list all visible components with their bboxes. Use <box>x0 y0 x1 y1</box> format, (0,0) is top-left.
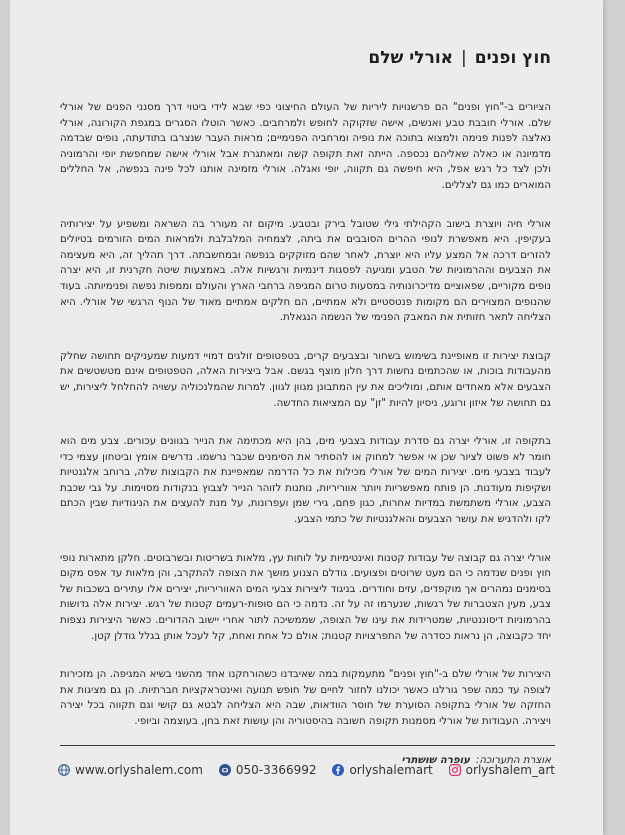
paragraph-1: הציורים ב-"חוץ ופנים" הם פרשנויות ליריות של העולם החיצוני כפי שבא לידי ביטוי דרך מסנני הפנים של אורלי שלם. אורלי חובבת טבע ואנשים, אישה שזקוקה לחופש ולמרחבים. כאשר הוטלו הסגרים במגפת הקורונה, אורלי נאלצה לפנות פנימה ולמצוא בתוכה את נופיה ומרחביה הפנימיים; מראות העבר שנצרבו בתודעתה, נופים שבדמה מדמיונה או כאלה שאליהם נכספה. הייתה זאת תקופה קשה ומאתגרת אבל אורלי אישה שמחפשת יופי והרמוניה ולכן לצד כל רגש אפל, היא חיפשה גם תקווה, יופי ואגלה. אורלי מזמינה אותנו לכל פינה בנפשה, אל החללים המוארים כמו גם לצללים. <box>60 102 551 191</box>
paragraph-4: בתקופה זו, אורלי יצרה גם סדרת עבודות בצבעי מים, בהן היא מכתימה את הנייר בגוונים עכורים. צבע מים הוא חומר לא פשוט לציור שכן אי אפשר למחוק או להסתיר את הסימנים שכבר נרשמו. נדרשים אומץ וביטחון עצמי כדי לעבוד בצבעי מים. יצירות המים של אורלי מכילות את כל הדרמה שמאפיינת את הקבוצות שלה, ברוחב אלגנטיות ושקיפות מעודנות. הן פותח מאפשריות ויותר אווריריות, נותנות לזוהר הנייר לצבוץ בנקודות מסוימות. על גבי שכבת הצבע, אורלי משתמשת במדיות אחרות, כגון פחם, גירי שמן ועפרונות, על מנת להעצים את הניגודיות שבין הכתם לקו ולהדגיש את עושר הצבעים והאלגנטיות של כתמי הצבע. <box>60 436 551 526</box>
curator-caption: אוצרת התערוכה: <box>475 754 551 766</box>
phone-number[interactable] <box>219 763 317 777</box>
curator-name: עופרה שושתרי <box>401 754 470 766</box>
instagram-text: orlyshalem_art <box>465 763 555 777</box>
paragraph-5: אורלי יצרה גם קבוצה של עבודות קטנות ואינטימיות על לוחות עץ, מלאות בשריטות ובשרבוטים. חלקן מתארות נופי חוץ ופנים שנדמה כי הם מעט שרוטים ופצועים. גודלם הצנוע מושך את הצופה להתקרב, והן מלאות עד אפס מקום בסימנים נמהרים אך מוקפדים, עזים וחודרים. בניגוד ליצירות צבעי המים האווריריות, יצירים אלו עתירים בשכבות של צבע, מעין הצטברות של רגשות, שנערמו זה על זה. נדמה כי הם סופות-רעמים קטנות של רגש. יצירות אלה גדושות בהרמוניות דיסוננטיות, שמטרידות את עינו של הצופה, שממשיכה לתור אחרי יישוב ההדורים. כאשר היצירות נצפות יחד כקבוצה, הן נראות כסדרה של התפרצויות קטנות; אולם כל אחת ואחת, קל לעכל אותן בגלל גודלן קטן. <box>60 552 551 642</box>
footer-divider <box>60 745 555 746</box>
facebook-text: orlyshalemart <box>349 763 433 777</box>
contact-footer <box>58 760 555 780</box>
exhibition-title: חוץ ופנים <box>474 48 551 68</box>
phone-icon <box>219 764 231 776</box>
paragraph-3: קבוצת יצירות זו מאופיינת בשימוש בשחור ובצבעים קרים, בטפטופים זולגים דמויי דמעות שמעניקים תחושה שחלק מהעבודות בוכות, או שהכתמים נחשות דרך חלון מוצף בגשם. אבל ביצירות האלה, הטפטופים אינם מטשטשים את הצבעים אלא מאחדים אותם, ומוליכים את עין המתבונן מגוון לגוון. למרות שהמלנכוליה עשויה להחלחל ליצירות, יש גם תחושה של איזון ורוגע, ניסיון להיות "זן" עם המציאות החדשה. <box>60 350 551 409</box>
paragraph-6: היצירות של אורלי שלם ב-"חוץ ופנים" מתעמקות במה שאיבדנו כשהורחקנו אחד מהשני בשיא המגיפה. הן מזכירות לצופה עד כמה שפר גורלנו כאשר יכולנו לחזור לחיים של חופש תנועה ואינטראקציות חברתיות. הן גם מציגות את החזקה של אורלי בתקופה הסוערת של חוסר הוודאות, שבה היא הצליחה לבטא גם קושי וגם תקווה בכל יצירה ויצירה. העבודות של אורלי מסמנות תקופה חשובה בהיסטוריה והן עושות זאת בחן, בעוצמה וביופי. <box>60 669 551 727</box>
facebook-link[interactable] <box>332 763 432 777</box>
instagram-icon <box>449 764 461 776</box>
globe-icon <box>58 764 70 776</box>
title-separator: | <box>461 48 467 68</box>
page-title <box>368 48 551 68</box>
artist-name: אורלי שלם <box>368 48 454 68</box>
instagram-link[interactable] <box>449 763 555 777</box>
website-text: www.orlyshalem.com <box>75 763 203 777</box>
essay-body <box>60 100 551 768</box>
facebook-icon <box>332 764 344 776</box>
phone-text: 050-3366992 <box>235 763 317 777</box>
website-link[interactable] <box>58 763 203 777</box>
paragraph-2: אורלי חיה ויוצרת בישוב הקהילתי גילי שטובל בירק ובטבע. מיקום זה מעורר בה השראה ומשפיע על יצירותיה בעקיפין. היא מאפשרת לנופי ההרים הסובבים את ביתה, לצמחיה המלבלבת ולמראות המים הזורמים בטיולים להזרים דרכה אל המצע עליו היא יוצרת, לאחר שהם מזוקקים בנפשה ובמחשבתה. דרך תהליך זה, היא מעצימה את הצבעים וההרמוניות של הטבע ומגיעה לפסגות דינמיות ורגשיות אלה. באמצעות שיטה חקרנית זו, היא יצרה נופים מקוריים, שפאוציים מדיכרונותיה במסעות טרום המגיפה ברחבי הארץ והעולם וממפות נפשה ופנימיותה. בעוד שהנופים המצוירים הם מקומות פנטסטיים ולא אמתיים, הם חלקים אמתיים מאוד של הנוף הרגשי של אורלי. היא הצליחה לתאר חזותית את המאבק הפנימי של הנשמה הנגאלת. <box>60 218 551 324</box>
catalog-page <box>10 0 603 835</box>
